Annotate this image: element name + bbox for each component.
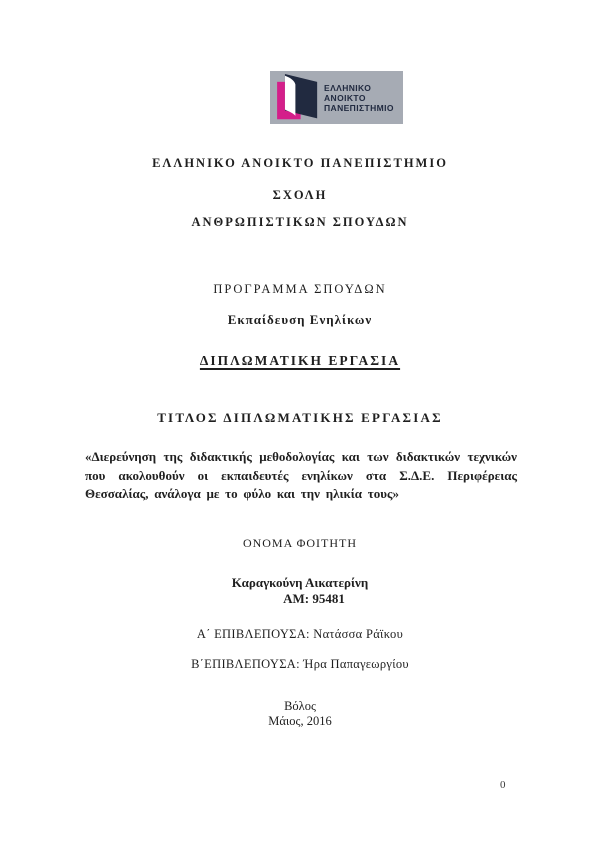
supervisor-b: Β΄ΕΠΙΒΛΕΠΟΥΣΑ: Ήρα Παπαγεωργίου bbox=[191, 657, 409, 671]
date: Μάιος, 2016 bbox=[268, 714, 332, 728]
thesis-type-heading bbox=[0, 353, 600, 369]
thesis-title-label: ΤΙΤΛΟΣ ΔΙΠΛΩΜΑΤΙΚΗΣ ΕΡΓΑΣΙΑΣ bbox=[157, 410, 443, 425]
logo-wordmark bbox=[324, 83, 394, 113]
university-logo bbox=[270, 71, 403, 124]
logo-line-1: ΕΛΛΗΝΙΚΟ bbox=[324, 82, 372, 93]
student-name-label: ΟΝΟΜΑ ΦΟΙΤΗΤΗ bbox=[242, 536, 358, 550]
student-id-line bbox=[0, 591, 600, 607]
open-book-icon bbox=[277, 74, 319, 121]
program-label: ΠΡΟΓΡΑΜΜΑ ΣΠΟΥΔΩΝ bbox=[213, 282, 387, 296]
program-name: Εκπαίδευση Ενηλίκων bbox=[227, 312, 373, 327]
university-name: ΕΛΛΗΝΙΚΟ ΑΝΟΙΚΤΟ ΠΑΝΕΠΙΣΤΗΜΙΟ bbox=[152, 156, 448, 170]
location: Βόλος bbox=[284, 699, 316, 713]
page-number: 0 bbox=[500, 779, 506, 791]
school-label: ΣΧΟΛΗ bbox=[272, 188, 328, 202]
thesis-type-text: ΔΙΠΛΩΜΑΤΙΚΗ ΕΡΓΑΣΙΑ bbox=[199, 353, 401, 368]
logo-line-3: ΠΑΝΕΠΙΣΤΗΜΙΟ bbox=[324, 102, 394, 113]
logo-line-2: ΑΝΟΙΚΤΟ bbox=[324, 92, 366, 103]
school-name: ΑΝΘΡΩΠΙΣΤΙΚΩΝ ΣΠΟΥΔΩΝ bbox=[191, 215, 409, 229]
thesis-title: «Διερεύνηση της διδακτικής μεθοδολογίας και των διδακτικών τεχνικών που ακολουθούν οι εκπαιδευτές ενηλίκων στα Σ.Δ.Ε. Περιφέρειας Θεσσαλίας, ανάλογα με το φύλο και την ηλικία τους» bbox=[85, 449, 517, 501]
student-id: ΑΜ: 95481 bbox=[283, 591, 345, 606]
student-name: Καραγκούνη Αικατερίνη bbox=[231, 575, 369, 590]
supervisor-a: Α΄ ΕΠΙΒΛΕΠΟΥΣΑ: Νατάσσα Ράϊκου bbox=[196, 627, 404, 641]
